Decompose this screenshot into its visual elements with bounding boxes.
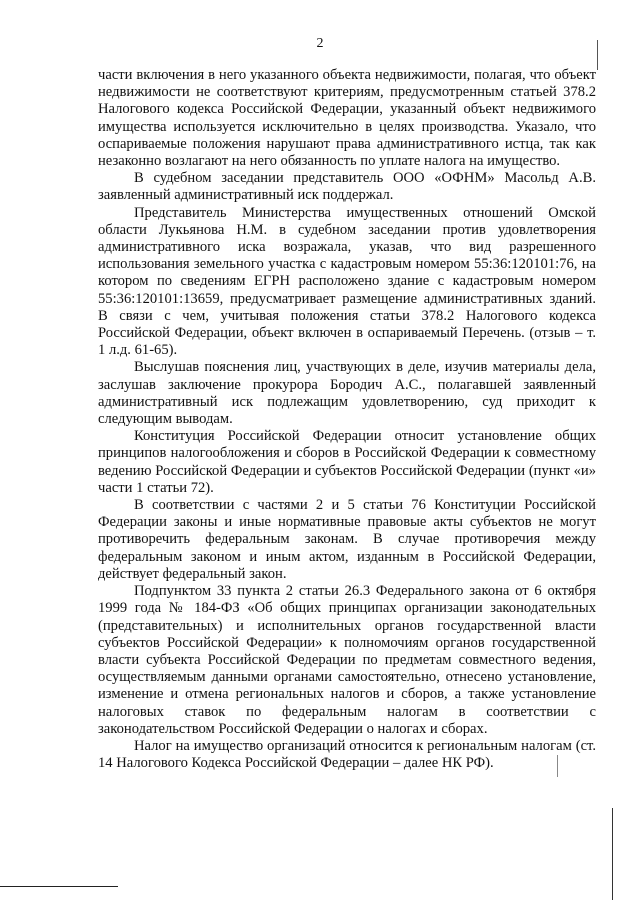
scan-artifact-line — [557, 755, 558, 777]
paragraph-1: части включения в него указанного объекта недвижимости, полагая, что объект недвижимости не соответствуют критериям, предусмотренным статьей 378.2 Налогового кодекса Российской Федерации, указанный объект недвижимого имущества используется исключительно в целях производства. Указало, что оспариваемые положения нарушают права административного истца, так как незаконно возлагают на него обязанность по уплате налога на имущество. — [98, 67, 596, 170]
paragraph-4: Выслушав пояснения лиц, участвующих в деле, изучив материалы дела, заслушав заключение прокурора Бородич А.С., полагавшей заявленный административный иск подлежащим удовлетворению, суд приходит к следующим выводам. — [98, 359, 596, 428]
page-number: 2 — [316, 36, 324, 51]
paragraph-8: Налог на имущество организаций относится к региональным налогам (ст. 14 Налогового Кодекса Российской Федерации – далее НК РФ). — [98, 737, 596, 772]
paragraph-7: Подпунктом 33 пункта 2 статьи 26.3 Федерального закона от 6 октября 1999 года № 184-ФЗ «Об общих принципах организации законодательных (представительных) и исполнительных органов государственной власти субъектов Российской Федерации» к полномочиям органов государственной власти субъекта Российской Федерации по предметам совместного ведения, осуществляемым данными органами самостоятельно, отнесено установление, изменение и отмена региональных налогов и сборов, а также установление налоговых ставок по федеральным налогам в соответствии с законодательством Российской Федерации о налогах и сборах. — [98, 583, 596, 737]
paragraph-5: Конституция Российской Федерации относит установление общих принципов налогообложения и сборов в Российской Федерации к совместному ведению Российской Федерации и субъектов Российской Федерации (пункт «и» части 1 статьи 72). — [98, 428, 596, 496]
document-body — [98, 67, 596, 772]
footer-rule — [0, 886, 118, 887]
paragraph-6: В соответствии с частями 2 и 5 статьи 76 Конституции Российской Федерации законы и иные нормативные правовые акты субъектов не могут противоречить федеральным законам. В случае противоречия между федеральным законом и иным актом, изданным в Российской Федерации, действует федеральный закон. — [98, 497, 596, 582]
paragraph-2: В судебном заседании представитель ООО «ОФНМ» Масольд А.В. заявленный административный иск поддержал. — [98, 170, 596, 204]
paragraph-3: Представитель Министерства имущественных отношений Омской области Лукьянова Н.М. в судебном заседании против удовлетворения административного иска возражала, указав, что вид разрешенного использования земельного участка с кадастровым номером 55:36:120101:76, на котором по сведениям ЕГРН расположено здание с кадастровым номером 55:36:120101:13659, предусматривает размещение административных зданий. В связи с чем, учитывая положения статьи 378.2 Налогового кодекса Российской Федерации, объект включен в оспариваемый Перечень. (отзыв – т. 1 л.д. 61-65). — [98, 204, 596, 359]
scan-artifact-line — [597, 40, 598, 70]
scan-artifact-line — [612, 808, 613, 900]
